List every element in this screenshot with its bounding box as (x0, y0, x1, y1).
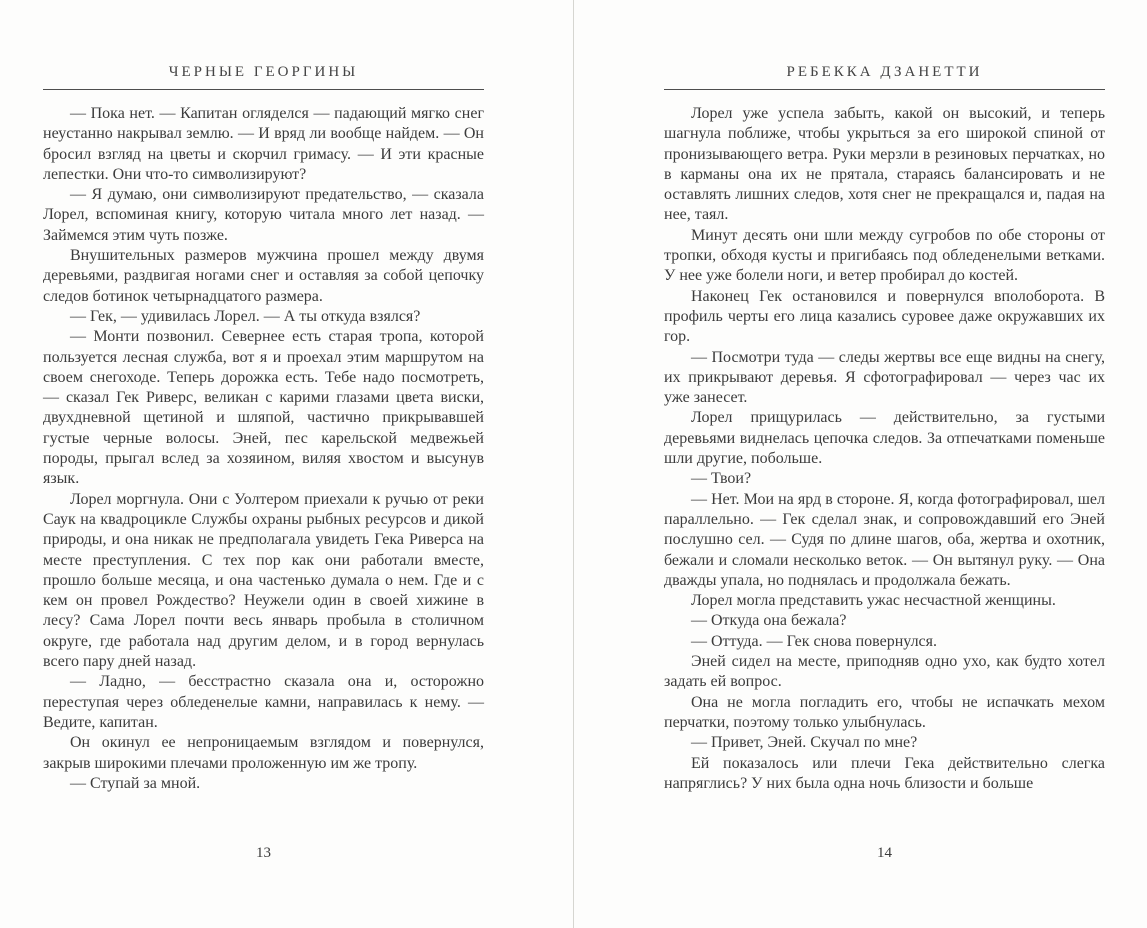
paragraph: Внушительных размеров мужчина прошел между двумя деревьями, раздвигая ногами снег и оставляя за собой цепочку следов ботинок четырнадцатого размера. (43, 247, 484, 305)
page-divider (573, 0, 574, 928)
paragraph: — Ладно, — бесстрастно сказала она и, осторожно переступая через обледенелые камни, направилась к нему. — Ведите, капитан. (43, 673, 484, 731)
paragraph: Он окинул ее непроницаемым взглядом и повернулся, закрыв широкими плечами проложенную им же тропу. (43, 734, 484, 772)
paragraph: — Оттуда. — Гек снова повернулся. (691, 632, 938, 650)
paragraph: Лорел моргнула. Они с Уолтером приехали к ручью от реки Саук на квадроцикле Службы охраны рыбных ресурсов и дикой природы, и она никак не предполагала увидеть Гека Риверса на месте преступления. С тех пор как они работали вместе, прошло больше месяца, и она частенько думала о нем. Где и с кем он провел Рождество? Неужели один в своей хижине в лесу? Сама Лорел почти весь январь пробыла в столичном округе, где работала над другим делом, и в город вернулась всего пару дней назад. (43, 490, 484, 671)
left-page (43, 64, 484, 861)
paragraph: — Откуда она бежала? (691, 612, 847, 630)
paragraph: Лорел прищурилась — действительно, за густыми деревьями виднелась цепочка следов. За отпечатками поменьше шли другие, побольше. (664, 409, 1105, 468)
paragraph: Наконец Гек остановился и повернулся вполоборота. В профиль черты его лица казались суровее даже окружавших их гор. (664, 287, 1105, 346)
right-page-header: РЕБЕККА ДЗАНЕТТИ (664, 64, 1105, 90)
paragraph: Лорел уже успела забыть, какой он высокий, и теперь шагнула поближе, чтобы укрыться за его широкой спиной от пронизывающего ветра. Руки мерзли в резиновых перчатках, но в карманы она их не прятала, стараясь балансировать и не оставлять лишних следов, хотя снег не прекращался и, падая на нее, таял. (664, 105, 1105, 224)
paragraph: Она не могла погладить его, чтобы не испачкать мехом перчатки, поэтому только улыбнулась. (664, 693, 1105, 731)
right-page-number: 14 (877, 845, 892, 861)
left-page-number: 13 (256, 845, 271, 861)
paragraph: — Ступай за мной. (70, 774, 201, 792)
paragraph: — Твои? (691, 470, 752, 488)
paragraph: — Гек, — удивилась Лорел. — А ты откуда взялся? (70, 307, 421, 325)
paragraph: — Пока нет. — Капитан огляделся — падающий мягко снег неустанно накрывал землю. — И вряд ли вообще найдем. — Он бросил взгляд на цветы и скорчил гримасу. — И эти красные лепестки. Они что-то символизируют? (43, 105, 484, 183)
paragraph: — Привет, Эней. Скучал по мне? (691, 734, 918, 752)
paragraph: — Нет. Мои на ярд в стороне. Я, когда фотографировал, шел параллельно. — Гек сделал знак, и сопровождавший его Эней послушно сел. — Судя по длине шагов, оба, жертва и охотник, бежали и сломали несколько веток. — Он вытянул руку. — Она дважды упала, но поднялась и продолжала бежать. (664, 490, 1105, 589)
right-page-body (664, 104, 1105, 794)
left-page-body (43, 104, 484, 794)
paragraph: — Посмотри туда — следы жертвы все еще видны на снегу, их прикрывают деревья. Я сфотографировал — через час их уже занесет. (664, 348, 1105, 407)
right-page (664, 64, 1105, 861)
paragraph: — Я думаю, они символизируют предательство, — сказала Лорел, вспоминая книгу, которую читала много лет назад. — Займемся этим чуть позже. (43, 186, 484, 244)
paragraph: Ей показалось или плечи Гека действительно слегка напряглись? У них была одна ночь близости и больше (664, 754, 1105, 792)
paragraph: Эней сидел на месте, приподняв одно ухо, как будто хотел задать ей вопрос. (664, 653, 1105, 691)
paragraph: Лорел могла представить ужас несчастной женщины. (691, 592, 1056, 610)
paragraph: Минут десять они шли между сугробов по обе стороны от тропки, обходя кусты и пригибаясь под обледенелыми ветками. У нее уже болели ноги, и ветер пробирал до костей. (664, 226, 1105, 285)
paragraph: — Монти позвонил. Севернее есть старая тропа, которой пользуется лесная служба, вот я и проехал этим маршрутом на своем снегоходе. Теперь дорожка есть. Тебе надо посмотреть, — сказал Гек Риверс, великан с карими глазами цвета виски, двухдневной щетиной и шляпой, частично прикрывавшей густые черные волосы. Эней, пес карельской медвежьей породы, прыгал вслед за хозяином, виляя хвостом и высунув язык. (43, 328, 484, 488)
left-page-header: ЧЕРНЫЕ ГЕОРГИНЫ (43, 64, 484, 90)
